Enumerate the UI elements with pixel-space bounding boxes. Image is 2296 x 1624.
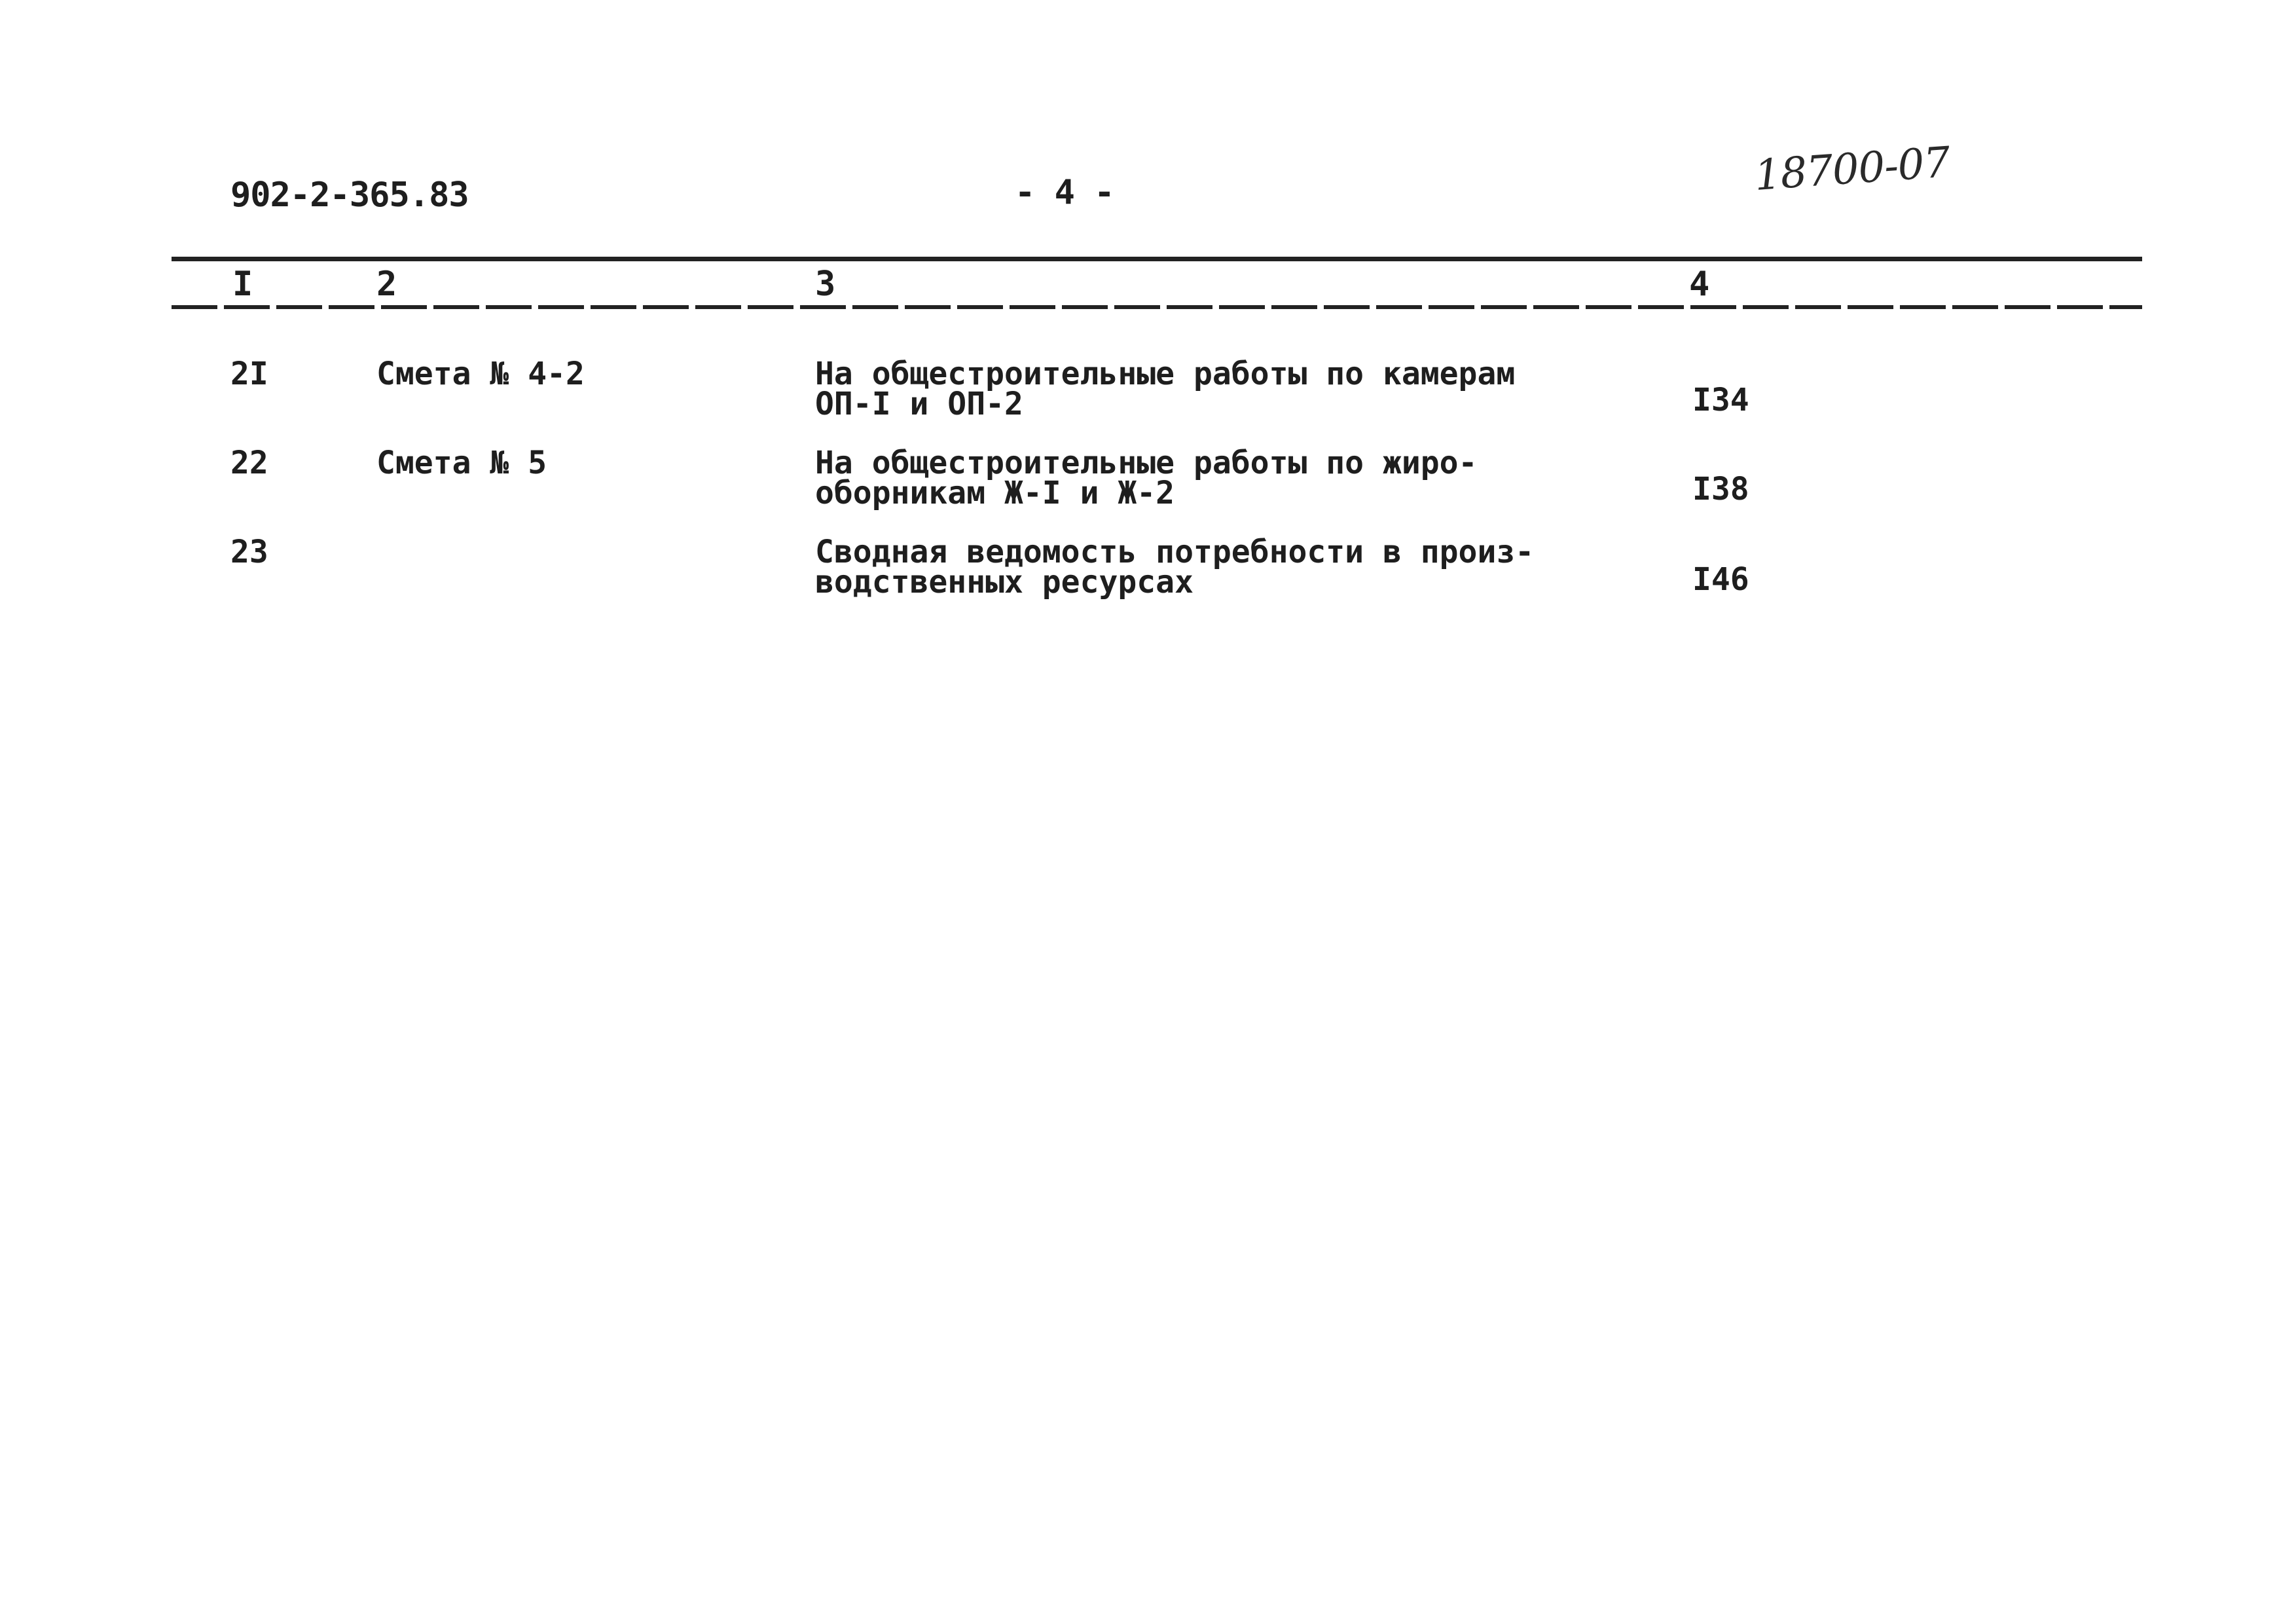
description-line: ОП-I и ОП-2 [815, 386, 1023, 422]
description-line: Сводная ведомость потребности в произ- [815, 534, 1535, 570]
column-header-2: 2 [376, 265, 397, 304]
description-line: водственных ресурсах [815, 564, 1194, 600]
column-header-4: 4 [1689, 265, 1710, 304]
handwritten-number: 18700-07 [1753, 138, 1952, 200]
page-number: - 4 - [1015, 173, 1114, 212]
row-name: Смета № 5 [376, 445, 547, 481]
table-top-rule [172, 257, 2142, 261]
row-number: 2I [230, 356, 268, 392]
column-header-3: 3 [815, 265, 836, 304]
row-number: 23 [230, 534, 268, 570]
table-header-rule [172, 305, 2142, 309]
row-description [815, 534, 1535, 600]
description-line: На общестроительные работы по камерам [815, 356, 1516, 392]
row-page: I46 [1692, 561, 1749, 598]
description-line: оборникам Ж-I и Ж-2 [815, 475, 1175, 511]
row-name: Смета № 4-2 [376, 356, 585, 392]
column-header-1: I [232, 265, 253, 304]
row-description [815, 445, 1478, 511]
description-line: На общестроительные работы по жиро- [815, 445, 1478, 481]
row-page: I34 [1692, 382, 1749, 418]
document-code: 902-2-365.83 [230, 175, 469, 215]
row-number: 22 [230, 445, 268, 481]
row-page: I38 [1692, 471, 1749, 507]
row-description [815, 356, 1516, 422]
